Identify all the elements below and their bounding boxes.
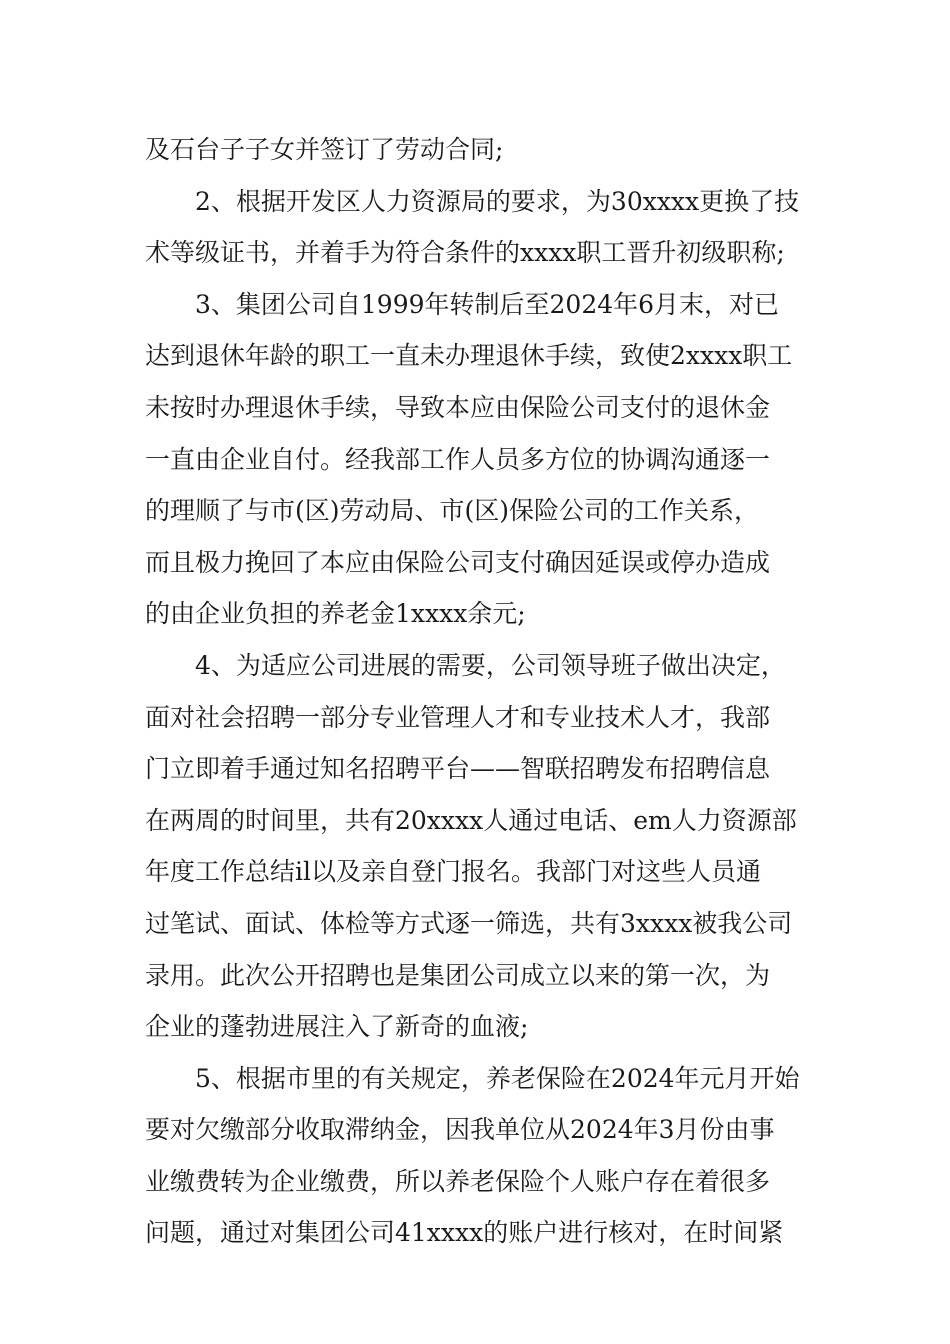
text-line: 术等级证书，并着手为符合条件的xxxx职工晋升初级职称; — [145, 238, 785, 268]
text-line: 企业的蓬勃进展注入了新奇的血液; — [145, 1012, 529, 1042]
text-line: 3、集团公司自1999年转制后至2024年6月末，对已 — [195, 289, 780, 319]
text-line: 门立即着手通过知名招聘平台——智联招聘发布招聘信息 — [145, 754, 771, 784]
text-line: 而且极力挽回了本应由保险公司支付确因延误或停办造成 — [145, 547, 771, 577]
text-line: 达到退休年龄的职工一直未办理退休手续，致使2xxxx职工 — [145, 341, 793, 371]
text-line: 及石台子子女并签订了劳动合同; — [145, 135, 504, 164]
text-line: 年度工作总结il以及亲自登门报名。我部门对这些人员通 — [145, 857, 761, 887]
text-line: 在两周的时间里，共有20xxxx人通过电话、em人力资源部 — [145, 805, 797, 835]
text-line: 问题，通过对集团公司41xxxx的账户进行核对，在时间紧 — [145, 1218, 784, 1248]
text-line: 业缴费转为企业缴费，所以养老保险个人账户存在着很多 — [145, 1166, 771, 1196]
text-line: 4、为适应公司进展的需要，公司领导班子做出决定， — [195, 650, 786, 680]
body-text — [145, 124, 810, 1259]
text-line: 2、根据开发区人力资源局的要求，为30xxxx更换了技 — [195, 186, 800, 216]
text-line: 面对社会招聘一部分专业管理人才和专业技术人才，我部 — [145, 702, 771, 732]
text-line: 的理顺了与市(区)劳动局、市(区)保险公司的工作关系， — [145, 496, 760, 526]
text-line: 的由企业负担的养老金1xxxx余元; — [145, 599, 526, 629]
text-line: 录用。此次公开招聘也是集团公司成立以来的第一次，为 — [145, 960, 771, 990]
text-line: 未按时办理退休手续，导致本应由保险公司支付的退休金 — [145, 392, 771, 422]
text-line: 过笔试、面试、体检等方式逐一筛选，共有3xxxx被我公司 — [145, 908, 793, 938]
text-line: 一直由企业自付。经我部工作人员多方位的协调沟通逐一 — [145, 444, 771, 474]
text-line: 5、根据市里的有关规定，养老保险在2024年元月开始 — [195, 1063, 800, 1093]
text-line: 要对欠缴部分收取滞纳金，因我单位从2024年3月份由事 — [145, 1115, 775, 1145]
